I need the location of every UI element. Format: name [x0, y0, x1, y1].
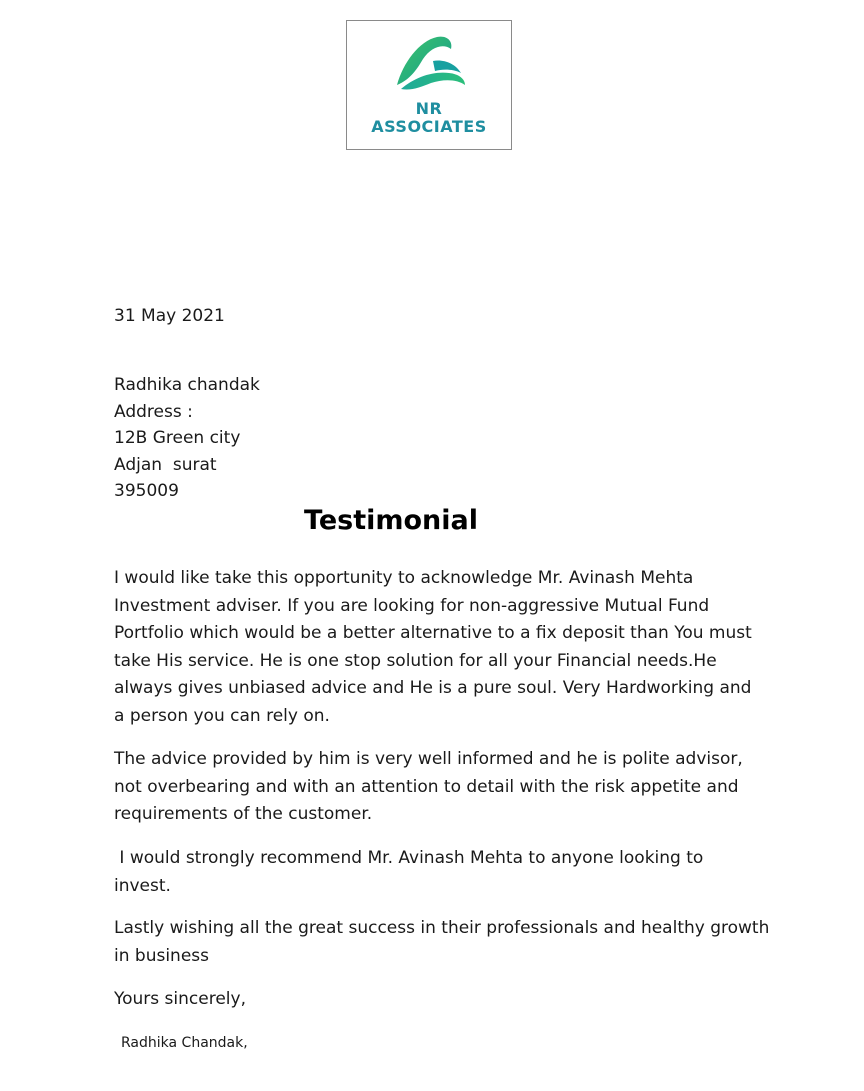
paragraph-3: I would strongly recommend Mr. Avinash Mehta to anyone looking to invest. [114, 848, 704, 896]
company-logo [346, 20, 512, 150]
address-line-2: Adjan surat [114, 454, 217, 475]
recipient-address-block [114, 372, 260, 505]
paragraph-4: Lastly wishing all the great success in their professionals and healthy growth in business [114, 918, 770, 966]
closing-salutation: Yours sincerely, [114, 989, 246, 1009]
logo-text-nr: NR [415, 99, 443, 118]
recipient-name: Radhika chandak [114, 375, 260, 395]
wave-a-logo-icon [393, 33, 469, 95]
signature-name: Radhika Chandak, [121, 1035, 248, 1051]
address-line-1: 12B Green city [114, 428, 241, 448]
postal-code: 395009 [114, 481, 179, 501]
paragraph-2: The advice provided by him is very well informed and he is polite advisor, not overbearing and with an attention to detail with the risk appetite and requirements of the customer. [114, 749, 743, 825]
paragraph-1: I would like take this opportunity to acknowledge Mr. Avinash Mehta Investment adviser. If you are looking for non-aggressive Mutual Fund Portfolio which would be a better alternative to a fix deposit than You must take His service. He is one stop solution for all your Financial needs.He always gives unbiased advice and He is a pure soul. Very Hardworking and a person you can rely on. [114, 568, 752, 726]
letter-date: 31 May 2021 [114, 306, 225, 326]
letter-title: Testimonial [303, 505, 478, 536]
logo-text-associates: ASSOCIATES [371, 117, 487, 136]
address-label: Address : [114, 401, 193, 422]
